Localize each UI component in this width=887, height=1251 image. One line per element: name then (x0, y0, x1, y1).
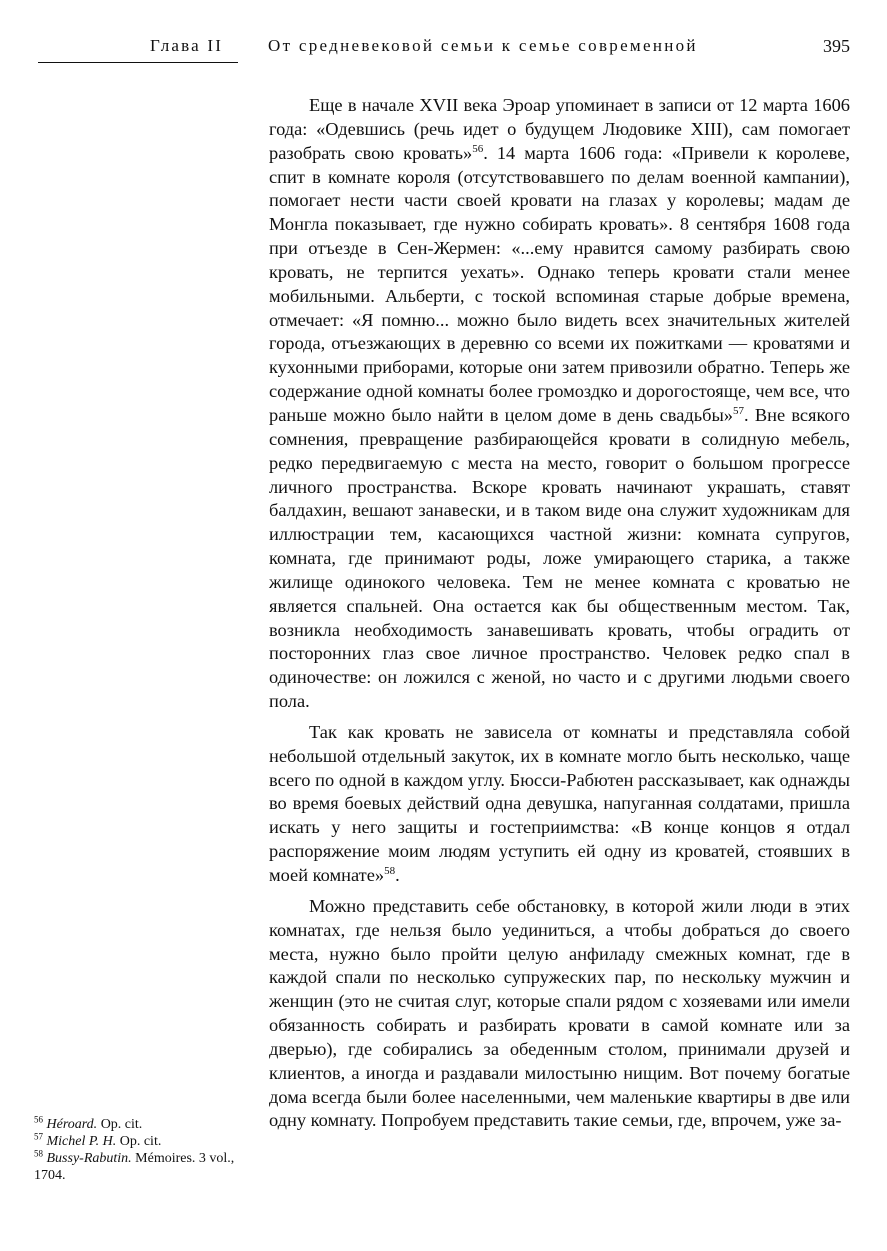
text-run: . (395, 865, 400, 885)
text-run: Еще в начале XVII века Эроар упоминает в записи от 12 марта 1606 года: «Одевшись (речь идет о будущем Людовике XIII), сам помогает разобрать свою кровать» (269, 95, 850, 163)
paragraph (269, 94, 850, 714)
text-run: Так как кровать не зависела от комнаты и представляла собой небольшой отдельный закуток, их в комнате могло быть несколько, чаще всего по одной в каждом углу. Бюсси-Рабютен рассказывает, как однажды во время боевых действий одна девушка, напуганная солдатами, пришла искать у него защиты и гостеприимства: «В конце концов я отдал распоряжение моим людям уступить ей одну из кроватей, стоявших в моей комнате» (269, 721, 850, 885)
footnote-number: 58 (34, 1148, 43, 1159)
page-number: 395 (823, 36, 850, 56)
footnote (34, 1133, 244, 1150)
footnote-ref: 56 (472, 142, 484, 155)
running-title: От средневековой семьи к семье современной (268, 36, 698, 55)
footnote-number: 56 (34, 1114, 43, 1125)
footnotes (34, 1116, 244, 1184)
footnote-number: 57 (34, 1131, 43, 1142)
paragraph (269, 721, 850, 888)
text-run: Можно представить себе обстановку, в которой жили люди в этих комнатах, где нельзя было уединиться, а чтобы добраться до своего места, нужно было пройти целую анфиладу смежных комнат, где в каждой спали по несколько супружеских пар, по нескольку мужчин и женщин (это не считая слуг, которые спали рядом с хозяевами или имели обязанность собирать и разбирать кровати в самой комнате или за дверью), где собирались за обеденным столом, принимали друзей и клиентов, а иногда и раздавали милостыню нищим. Вот почему богатые дома всегда были более населенными, чем маленькие квартиры в две или одну комнату. Попробуем представить такие семьи, где, впрочем, уже за- (269, 895, 850, 1131)
footnote-text: Mémoires. 3 vol., 1704. (34, 1151, 235, 1183)
footnote-author: Michel P. H. (46, 1134, 117, 1149)
main-text (269, 94, 850, 1133)
running-header (38, 36, 850, 66)
footnote (34, 1150, 244, 1184)
paragraph (269, 895, 850, 1133)
footnote (34, 1116, 244, 1133)
header-rule (38, 62, 238, 63)
chapter-label: Глава II (150, 36, 224, 55)
footnote-author: Bussy-Rabutin. (46, 1151, 132, 1166)
footnote-text: Op. cit. (97, 1117, 143, 1132)
footnote-ref: 57 (733, 404, 745, 417)
footnote-text: Op. cit. (116, 1134, 162, 1149)
footnote-ref: 58 (384, 864, 396, 877)
footnote-author: Héroard. (46, 1117, 98, 1132)
text-run: . Вне всякого сомнения, превращение разбирающейся кровати в солидную мебель, редко передвигаемую с места на место, говорит о большом прогрессе личного пространства. Вскоре кровать начинают украшать, ставят балдахин, вешают занавески, и в таком виде она служит художникам для иллюстрации тем, касающихся частной жизни: комната супругов, комната, где принимают роды, ложе умирающего старика, а также жилище одинокого человека. Тем не менее комната с кроватью не является спальней. Она остается как бы общественным местом. Так, возникла необходимость занавешивать кровать, чтобы оградить от посторонних глаз свое личное пространство. Человек редко спал в одиночестве: он ложился с женой, но часто и с другими людьми своего пола. (269, 404, 850, 712)
text-run: . 14 марта 1606 года: «Привели к королеве, спит в комнате короля (отсутствовавшего по делам военной кампании), помогает нести части своей кровати на глазах у королевы; мадам де Монгла показывает, где нужно собирать кровать». 8 сентября 1608 года при отъезде в Сен-Жермен: «...ему нравится самому разбирать свою кровать, не терпится уехать». Однако теперь кровати стали менее мобильными. Альберти, с тоской вспоминая старые добрые времена, отмечает: «Я помню... можно было видеть всех значительных жителей города, отъезжающих в деревню со всеми их пожитками — кроватями и кухонными приборами, которые они затем привозили обратно. Теперь же содержание одной комнаты более громоздко и дорогостояще, чем все, что раньше можно было найти в целом доме в день свадьбы» (269, 142, 850, 425)
